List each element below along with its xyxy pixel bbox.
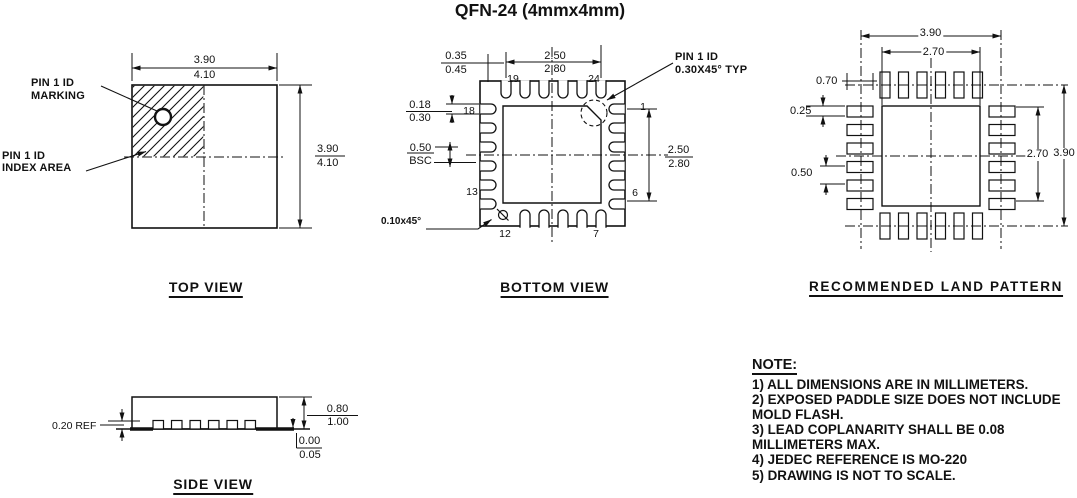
lead-length-dim-max: 0.30 [409, 112, 431, 124]
note-line-7: 5) DRAWING IS NOT TO SCALE. [752, 467, 956, 483]
pin-7-number: 7 [593, 227, 599, 240]
pin1-id-callout-line2: 0.30X45° TYP [675, 64, 748, 76]
side-view-title: SIDE VIEW [173, 477, 253, 495]
pin1-id-callout-line1: PIN 1 ID [675, 50, 719, 63]
land-inner-height-dim: 2.70 [1026, 148, 1049, 160]
pin-18-number: 18 [463, 104, 475, 117]
land-pattern-drawing [806, 27, 1068, 252]
land-outer-width-dim: 3.90 [919, 27, 942, 39]
top-view-height-dim-min: 4.10 [317, 157, 339, 169]
pin-1-number: 1 [640, 100, 646, 113]
top-view-width-dim-max: 3.90 [193, 54, 216, 66]
pin-24-number: 24 [588, 72, 600, 85]
note-line-3: MOLD FLASH. [752, 407, 844, 423]
land-pad-length-dim: 0.70 [816, 74, 838, 87]
land-pitch-dim: 0.50 [791, 167, 813, 179]
land-outer-height-dim: 3.90 [1053, 146, 1075, 159]
pin1-index-callout-line2: INDEX AREA [2, 162, 72, 174]
lead-span-dim-max: 2.80 [544, 62, 566, 75]
lead-span-dim-min: 2.50 [544, 49, 566, 62]
note-line-4: 3) LEAD COPLANARITY SHALL BE 0.08 [752, 422, 1005, 438]
note-line-5: MILLIMETERS MAX. [752, 437, 880, 453]
lead-span-right-dim-min: 2.50 [667, 143, 690, 156]
land-inner-width-dim: 2.70 [922, 45, 945, 58]
note-line-6: 4) JEDEC REFERENCE IS MO-220 [752, 452, 968, 468]
land-pattern-title: RECOMMENDED LAND PATTERN [809, 280, 1063, 297]
lead-pitch-dim-value: 0.50 [409, 141, 432, 154]
body-height-dim-max: 1.00 [327, 415, 349, 428]
pin-12-number: 12 [499, 227, 511, 240]
top-view-drawing [86, 53, 345, 228]
lead-width-dim-min: 0.35 [445, 50, 467, 62]
pin1-marking-callout-line2: MARKING [31, 89, 85, 102]
notes-block [752, 377, 1061, 483]
pin-13-number: 13 [466, 185, 478, 198]
top-view-title: TOP VIEW [169, 280, 243, 298]
lead-length-dim-min: 0.18 [409, 98, 431, 111]
bottom-view-title: BOTTOM VIEW [500, 280, 609, 298]
top-view-width-dim-min: 4.10 [193, 68, 216, 81]
body-height-dim-min: 0.80 [326, 402, 349, 415]
page-title: QFN-24 (4mmx4mm) [454, 0, 626, 20]
pin-19-number: 19 [507, 72, 519, 85]
pin1-index-callout-line1: PIN 1 ID [2, 149, 46, 162]
notes-heading: NOTE: [752, 358, 797, 375]
top-view-height-dim-max: 3.90 [317, 142, 339, 155]
note-line-2: 2) EXPOSED PADDLE SIZE DOES NOT INCLUDE [752, 392, 1061, 408]
coplanarity-dim-max: 0.05 [299, 448, 321, 461]
lead-width-dim-max: 0.45 [445, 63, 467, 76]
lead-pitch-dim-bsc: BSC [409, 155, 432, 167]
coplanarity-dim-min: 0.00 [298, 435, 321, 447]
pin1-marking-callout-line1: PIN 1 ID [31, 77, 75, 89]
standoff-dim: 0.20 REF [52, 419, 97, 432]
lead-span-right-dim-max: 2.80 [668, 157, 690, 170]
note-line-1: 1) ALL DIMENSIONS ARE IN MILLIMETERS. [752, 377, 1029, 392]
pin-6-number: 6 [632, 186, 638, 199]
paddle-chamfer-callout: 0.10x45° [381, 216, 422, 227]
pin1-marking-dot [155, 109, 171, 125]
land-pad-width-dim: 0.25 [790, 105, 812, 117]
